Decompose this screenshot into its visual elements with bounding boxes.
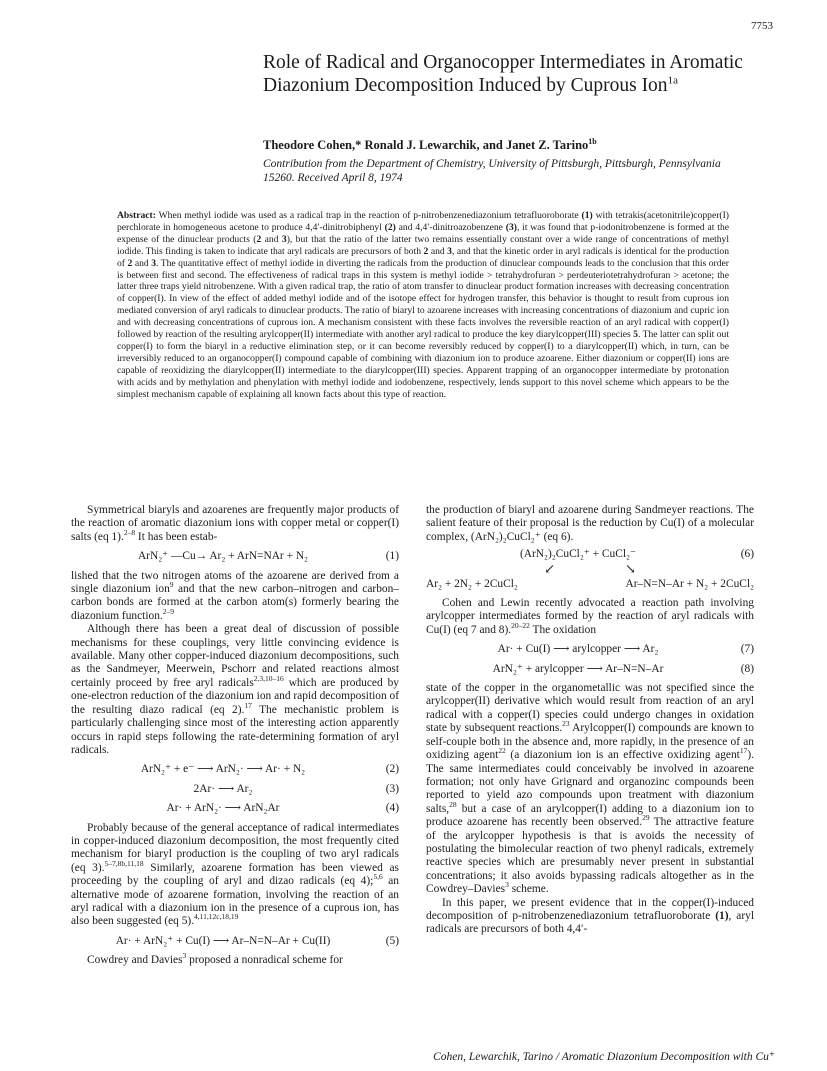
text: proposed a nonradical scheme for — [186, 954, 343, 967]
ref-mark: 20–22 — [511, 621, 530, 631]
text: Although there has been a great deal of discussion of possible mechanisms for these couplings, very little convincing evidence is available. Many other copper-induced diazonium decompositions, such as the Sandmeyer, Meerwein, Pschorr and related reactions almost certainly proceed by free aryl radicals — [71, 623, 399, 689]
equation-body: Ar· + ArN₂· ⟶ ArN₂Ar — [166, 802, 280, 815]
text: Probably because of the general acceptance of radical intermediates in copper-induced diazonium decomposition, the most frequently cited mechanism for biaryl production is the coupling of two aryl radicals (eq 3). — [71, 821, 399, 874]
text: In this paper, we present evidence that in the copper(I)-induced decomposition of p-nitrobenzenediazonium tetrafluoroborate — [426, 896, 754, 922]
abstract-text: and — [132, 257, 152, 269]
paragraph — [426, 897, 754, 937]
ref-mark: 2,3,10–16 — [253, 674, 284, 684]
text: Arylcopper(I) compounds are known to self-couple both in the absence and, more rapidly, in the presence of an oxidizing agent — [426, 722, 754, 762]
text: lished that the two nitrogen atoms of the azoarene are derived from a single diazonium ion — [71, 569, 399, 596]
paragraph — [71, 504, 399, 544]
equation-6-bottom — [426, 578, 754, 591]
equation-number: (2) — [385, 763, 399, 776]
text: The oxidation — [529, 623, 597, 636]
paragraph — [426, 504, 754, 544]
text: which are produced by one-electron reduction of the diazonium ion and rapid decomposition of the resulting diazo radical (eq 2). — [71, 676, 400, 716]
title-footnote-mark: 1a — [667, 74, 678, 86]
compound-ref: (3) — [505, 221, 517, 233]
text: and that the new carbon–nitrogen and carbon–carbon bonds are formed at the carbon atom(s) formerly bearing the diazonium function. — [71, 583, 399, 622]
compound-ref: (2) — [384, 221, 396, 233]
paragraph — [426, 682, 754, 897]
abstract-text: ), but that the ratio of the latter two remains essentially constant over a wide range of concentrations of methyl iodide. This finding is taken to indicate that aryl radicals are precursors of both — [117, 233, 730, 257]
affiliation-text: Contribution from the Department of Chemistry, University of Pittsburgh, Pittsburgh, Pennsylvania 15260. — [263, 158, 721, 184]
equation-body: 2Ar· ⟶ Ar₂ — [193, 782, 253, 795]
ref-mark: 17 — [244, 700, 252, 710]
left-column — [71, 504, 399, 968]
text: ). The same intermediates could conceivably be involved in azoarene formation; not only have Grignard and organozinc compounds been reported to yield azo compounds upon treatment with diazonium salts, — [426, 749, 755, 815]
equation-4 — [71, 802, 399, 815]
equation-body: Ar· + Cu(I) ⟶ arylcopper ⟶ Ar₂ — [497, 643, 659, 656]
ref-mark: 2–8 — [123, 528, 136, 538]
compound-ref: 2 — [423, 245, 429, 257]
text: but a case of an arylcopper(I) adding to a diazonium ion to produce azoarene has recently been observed. — [426, 802, 754, 829]
text: Cowdrey and Davies — [87, 954, 183, 967]
equation-number: (1) — [385, 550, 399, 563]
compound-ref: 2 — [256, 233, 262, 245]
compound-ref: 3 — [281, 233, 287, 245]
ref-mark: 2–9 — [162, 607, 174, 617]
compound-ref: 5 — [633, 329, 638, 341]
equation-number: (8) — [740, 662, 754, 675]
abstract-text: . The quantitative effect of methyl iodide in diverting the radicals from the production of dinuclear compounds leads to the conclusion that this order is between first and second. The effectiveness of radical traps in this system is methyl iodide > tetrahydrofuran > perdeuteriotetrahydrofuran > acetone; the latter three traps yield nitrobenzene. With a given radical trap, the ratio of atom transfer to dinuclear product formation increases with decreasing concentration of copper(I). In view of the effect of added methyl iodide and of the isotope effect for hydrogen transfer, this behavior is thought to result from cuprous ion mediated conversion of aryl radicals to dinuclear products. The ratio of biaryl to azoarene increases with increasing concentrations of diazonium and cupric ion and with decreasing concentrations of cuprous ion. A mechanism consistent with these facts involves the reversible reaction of an aryl radical with copper(I) followed by reaction of the resulting arylcopper(II) intermediate with another aryl radical to produce the key diarylcopper(III) species — [117, 257, 729, 341]
equation-number: (6) — [740, 548, 754, 561]
text: Cohen and Lewin recently advocated a reaction path involving arylcopper intermediates formed by the reaction of aryl radicals with Cu(I) (eq 7 and 8). — [426, 597, 754, 636]
text: the production of biaryl and azoarene during Sandmeyer reactions. The salient feature of their proposal is the reduction by Cu(I) of a molecular complex, (ArN₂)₂CuCl₂⁺ (eq 6). — [426, 504, 754, 543]
equation-number: (4) — [385, 802, 399, 815]
text: scheme. — [508, 883, 549, 896]
abstract-text: , it was found that p-iodonitrobenzene is formed at the expense of the dinuclear products ( — [117, 221, 729, 245]
abstract-text: with tetrakis(acetonitrile)copper(I) perchlorate in homogeneous acetone to produce 4,4′-dinitrobiphenyl — [117, 210, 729, 233]
equation-5 — [71, 935, 399, 948]
equation-number: (5) — [385, 934, 399, 947]
abstract-text: When methyl iodide was used as a radical trap in the reaction of p-nitrobenzenediazonium tetrafluoroborate — [155, 210, 582, 221]
affiliation — [263, 157, 723, 185]
abstract-text: . The latter can split out copper(I) to form the biaryl in a reductive elimination step, or it can become reversibly reduced by copper(I) to a diarylcopper(II) which, in turn, can be irreversibly reduced to an organocopper(I) compound capable of combining with diazonium ion to produce azoarene. Either diazonium or copper(II) ions are capable of reoxidizing the diarylcopper(II) intermediate to the diarylcopper(III) species. Apparent trapping of an organocopper intermediate by protonation with acids and by methylation and phenylation with methyl iodide and iodobenzene, respectively, lends support to this novel scheme which appears to be the simplest mechanism capable of explaining all known facts about this type of reaction. — [117, 329, 729, 400]
text: state of the copper in the organometallic was not specified since the arylcopper(II) derivative which would result from reaction of an aryl radical with a copper(I) species could undergo changes in oxidation state by subsequent reactions. — [426, 682, 754, 735]
text: Symmetrical biaryls and azoarenes are frequently major products of the reaction of aromatic diazonium ions with copper metal or copper(I) salts (eq 1). — [71, 504, 399, 543]
ref-mark: 5–7,8b,11,18 — [104, 858, 144, 868]
equation-6-arrows — [426, 562, 754, 578]
arrow-down-left-icon: ↙ — [544, 560, 555, 576]
text: (a diazonium ion is an effective oxidizing agent — [505, 749, 740, 762]
equation-body: ArN₂⁺ + arylcopper ⟶ Ar–N=N–Ar — [492, 662, 664, 675]
authors-text: Theodore Cohen,* Ronald J. Lewarchik, and Janet Z. Tarino — [263, 138, 589, 152]
ref-mark: 9 — [169, 580, 174, 590]
equation-body: Ar· + ArN₂⁺ + Cu(I) ⟶ Ar–N=N–Ar + Cu(II) — [115, 934, 331, 947]
right-column — [426, 504, 754, 937]
ref-mark: 4,11,12c,18,19 — [194, 912, 239, 922]
compound-ref: (1) — [715, 909, 729, 922]
abstract — [117, 210, 729, 401]
equation-product-left: Ar₂ + 2N₂ + 2CuCl₂ — [426, 577, 518, 590]
text: It has been estab- — [135, 530, 218, 543]
compound-ref: 3 — [447, 245, 452, 257]
compound-ref: 2 — [127, 257, 133, 269]
paragraph — [426, 597, 754, 637]
ref-mark: 5,6 — [373, 872, 383, 882]
compound-ref: (1) — [581, 210, 593, 221]
text: , aryl radicals are precursors of both 4,4′- — [426, 909, 755, 936]
received-date: Received April 8, 1974 — [297, 172, 403, 184]
authors-footnote-mark: 1b — [588, 136, 597, 146]
equation-number: (7) — [740, 643, 754, 656]
page-number: 7753 — [751, 20, 773, 32]
paper-title — [263, 52, 763, 97]
ref-mark: 17 — [739, 746, 748, 756]
abstract-text: and — [261, 233, 282, 245]
equation-6-top — [426, 548, 754, 561]
equation-3 — [71, 783, 399, 796]
ref-mark: 29 — [642, 813, 650, 823]
text: an alternative mode of azoarene formation, involving the reaction of an aryl radical with a diazonium ion in the presence of a cuprous ion, has also been suggested (eq 5). — [71, 875, 399, 928]
paragraph — [71, 822, 399, 929]
ref-mark: 3 — [505, 880, 509, 890]
text: Similarly, azoarene formation has been viewed as proceeding by the coupling of aryl and dizao radicals (eq 4); — [71, 861, 399, 888]
paragraph — [71, 570, 399, 624]
compound-ref: 3 — [151, 257, 156, 269]
abstract-text: , and that the kinetic order in aryl radicals is identical for the production of — [117, 245, 729, 269]
title-text: Role of Radical and Organocopper Intermediates in Aromatic Diazonium Decomposition Induced by Cuprous Ion — [263, 52, 743, 96]
ref-mark: 23 — [562, 719, 570, 729]
equation-body: (ArN₂)₂CuCl₂⁺ + CuCl₂⁻ — [520, 548, 636, 561]
equation-2 — [71, 763, 399, 776]
equation-7 — [426, 643, 754, 656]
equation-body: ArN₂⁺ + e⁻ ⟶ ArN₂· ⟶ Ar· + N₂ — [140, 763, 306, 776]
authors — [263, 138, 597, 153]
ref-mark: 28 — [449, 799, 457, 809]
abstract-label: Abstract: — [117, 210, 156, 221]
arrow-down-right-icon: ↘ — [625, 560, 636, 576]
text: The attractive feature of the arylcopper hypothesis is that is avoids the necessity of postulating the bimolecular reaction of two phenyl radicals, extremely reactive species which are presumably never present in substantial concentrations; it also avoids bypassing radicals altogether as in the Cowdrey–Davies — [426, 816, 754, 896]
equation-1 — [71, 550, 399, 563]
running-footer: Cohen, Lewarchik, Tarino / Aromatic Diazonium Decomposition with Cu⁺ — [433, 1051, 775, 1063]
equation-product-right: Ar–N=N–Ar + N₂ + 2CuCl₂ — [625, 577, 754, 590]
abstract-text: and 4,4′-dinitroazobenzene — [395, 221, 506, 233]
text: The mechanistic problem is particularly challenging since most of the interesting action apparently occurs in rapid steps following the rate-determining formation of aryl radicals. — [71, 703, 399, 756]
paragraph — [71, 951, 399, 967]
paragraph — [71, 623, 399, 757]
ref-mark: 22 — [498, 746, 506, 756]
equation-8 — [426, 663, 754, 676]
equation-6 — [426, 548, 754, 591]
equation-body: ArN₂⁺ —Cu→ Ar₂ + ArN=NAr + N₂ — [137, 550, 309, 563]
abstract-text: and — [428, 245, 448, 257]
ref-mark: 3 — [182, 951, 187, 961]
equation-number: (3) — [385, 782, 399, 795]
